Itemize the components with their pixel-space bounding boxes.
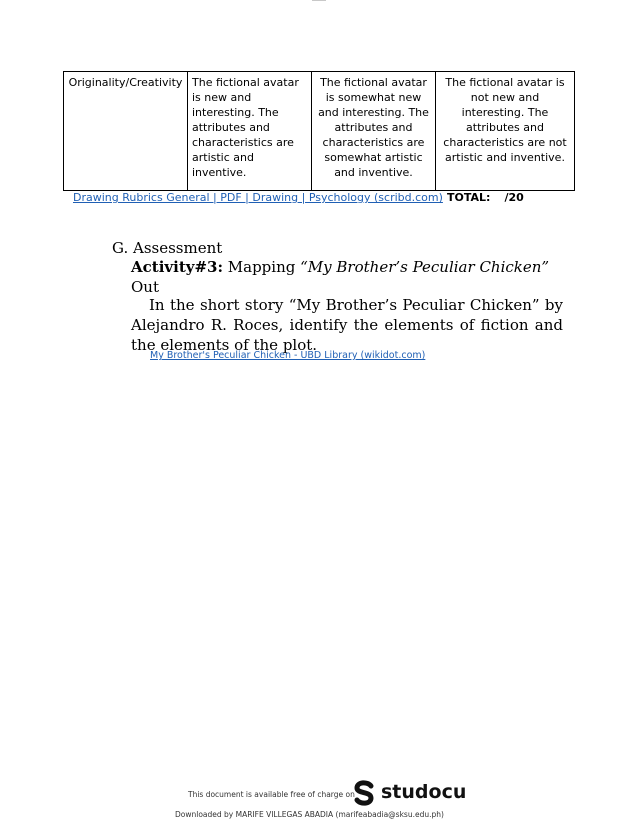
rubric-source-link[interactable]: Drawing Rubrics General | PDF | Drawing | Psychology (scribd.com)	[73, 191, 443, 204]
story-title: “My Brother’s Peculiar Chicken”	[300, 258, 550, 276]
rubric-level-cell: The fictional avatar is new and interesting. The attributes and characteristics are artistic and inventive.	[188, 72, 312, 191]
activity-title	[131, 257, 571, 297]
downloaded-by-text: Downloaded by MARIFE VILLEGAS ABADIA (marifeabadia@sksu.edu.ph)	[175, 810, 444, 819]
table-row	[64, 72, 575, 191]
total-score	[447, 191, 524, 204]
instructions-paragraph: In the short story “My Brother’s Peculiar Chicken” by Alejandro R. Roces, identify the elements of fiction and the elements of the plot.	[131, 296, 563, 354]
page-top-mark	[312, 0, 326, 1]
section-heading: G. Assessment	[112, 239, 223, 257]
total-value: /20	[504, 191, 524, 204]
activity-verb: Mapping	[227, 258, 296, 276]
availability-text: This document is available free of charge on	[188, 790, 355, 799]
rubric-table	[63, 71, 575, 191]
rubric-level-cell: The fictional avatar is somewhat new and interesting. The attributes and characteristics are somewhat artistic and inventive.	[312, 72, 436, 191]
studocu-brand: studocu	[381, 781, 467, 803]
activity-suffix: Out	[131, 278, 159, 296]
studocu-logo-icon	[352, 780, 376, 806]
activity-label: Activity#3:	[131, 258, 223, 276]
rubric-level-cell: The fictional avatar is not new and interesting. The attributes and characteristics are not artistic and inventive.	[436, 72, 575, 191]
story-link[interactable]: My Brother's Peculiar Chicken - UBD Library (wikidot.com)	[150, 350, 426, 361]
rubric-criterion-cell: Originality/Creativity	[64, 72, 188, 191]
total-label: TOTAL:	[447, 191, 491, 204]
